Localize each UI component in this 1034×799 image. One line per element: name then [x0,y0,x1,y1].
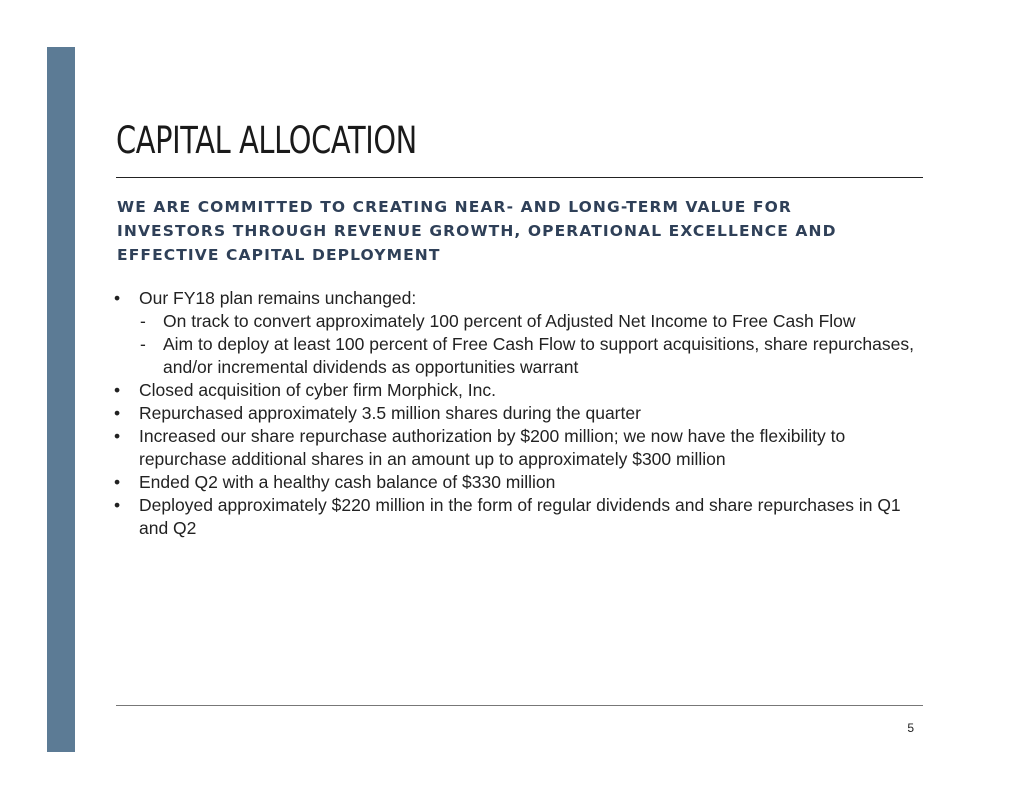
sub-bullet-text: On track to convert approximately 100 percent of Adjusted Net Income to Free Cash Flow [163,311,856,331]
sub-bullet-text: Aim to deploy at least 100 percent of Free Cash Flow to support acquisitions, share repurchases, and/or incremental dividends as opportunities warrant [163,334,914,377]
dash-icon: - [140,311,146,331]
bullet-list [112,287,922,540]
bullet-item [112,494,922,540]
bullet-text: Ended Q2 with a healthy cash balance of $330 million [139,472,556,492]
bullet-item [112,425,922,471]
bullet-text: Our FY18 plan remains unchanged: [139,288,417,308]
accent-bar [47,47,75,752]
sub-bullet-item [112,333,922,379]
sub-bullet-item [112,310,922,333]
dash-icon: - [140,334,146,354]
bullet-text: Deployed approximately $220 million in the form of regular dividends and share repurchases in Q1 and Q2 [139,495,901,538]
page-number: 5 [907,721,914,735]
bullet-dot-icon: • [114,495,121,515]
bullet-dot-icon: • [114,426,121,446]
bullet-dot-icon: • [114,472,121,492]
bullet-text: Closed acquisition of cyber firm Morphick, Inc. [139,380,496,400]
title-divider [116,177,923,178]
bullet-dot-icon: • [114,380,121,400]
slide-subtitle: WE ARE COMMITTED TO CREATING NEAR- AND LONG-TERM VALUE FOR INVESTORS THROUGH REVENUE GROWTH, OPERATIONAL EXCELLENCE AND EFFECTIVE CAPITAL DEPLOYMENT [117,198,837,264]
bullet-dot-icon: • [114,403,121,423]
bullet-item [112,379,922,402]
slide-title: CAPITAL ALLOCATION [116,119,417,162]
bullet-item [112,471,922,494]
bullet-text: Increased our share repurchase authorization by $200 million; we now have the flexibility to repurchase additional shares in an amount up to approximately $300 million [139,426,846,469]
bullet-dot-icon: • [114,288,121,308]
bullet-item [112,287,922,310]
bullet-item [112,402,922,425]
footer-divider [116,705,923,706]
bullet-text: Repurchased approximately 3.5 million shares during the quarter [139,403,641,423]
